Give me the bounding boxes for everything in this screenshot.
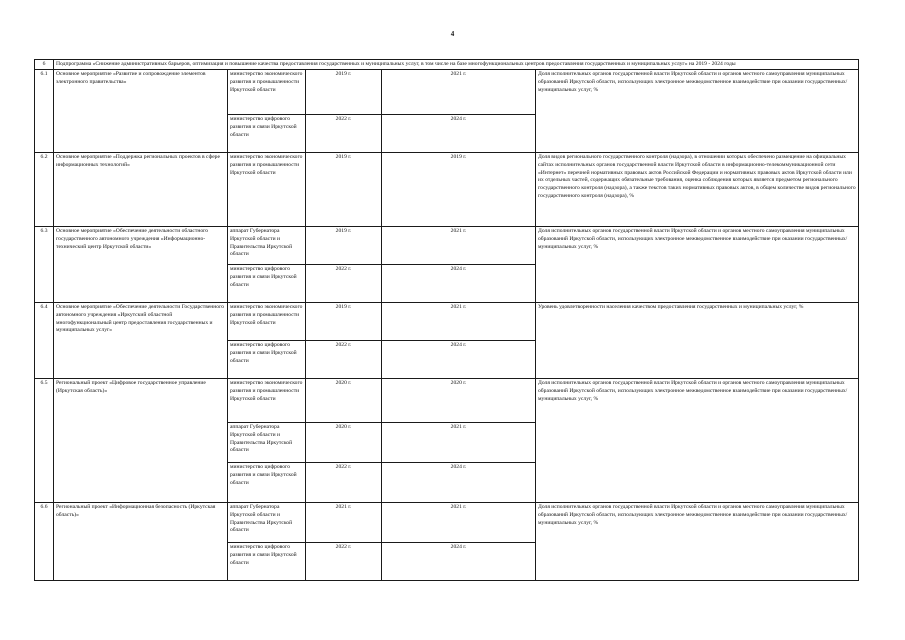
executor-cell: аппарат Губернатора Иркутской области и Правительства Иркутской области <box>228 227 306 265</box>
table-row <box>35 379 859 423</box>
event-name: Основное мероприятие «Развитие и сопровождение элементов электронного правительства» <box>54 70 228 153</box>
executor-cell: министерство цифрового развития и связи Иркутской области <box>228 463 306 503</box>
end-year: 2020 г. <box>382 379 536 423</box>
start-year: 2020 г. <box>306 423 382 463</box>
end-year: 2021 г. <box>382 503 536 543</box>
start-year: 2019 г. <box>306 70 382 115</box>
indicator-cell: Доля исполнительных органов государственной власти Иркутской области и органов местного самоуправления муниципальных образований Иркутской области, использующих электронное межведомственное взаимодействие при оказании государственных/муниципальных услуг, % <box>536 70 859 153</box>
executor-cell: министерство цифрового развития и связи Иркутской области <box>228 543 306 581</box>
end-year: 2019 г. <box>382 153 536 227</box>
start-year: 2022 г. <box>306 543 382 581</box>
start-year: 2019 г. <box>306 153 382 227</box>
executor-cell: аппарат Губернатора Иркутской области и Правительства Иркутской области <box>228 503 306 543</box>
subprogram-title: Подпрограмма «Снижение административных барьеров, оптимизация и повышение качества предоставления государственных и муниципальных услуг, в том числе на базе многофункциональных центров предоставления государственных и муниципальных услуг» на 2019 - 2024 годы <box>54 60 859 70</box>
executor-cell: министерство экономического развития и промышленности Иркутской области <box>228 153 306 227</box>
executor-cell: министерство цифрового развития и связи Иркутской области <box>228 341 306 379</box>
end-year: 2021 г. <box>382 423 536 463</box>
executor-cell: министерство экономического развития и промышленности Иркутской области <box>228 379 306 423</box>
executor-cell: аппарат Губернатора Иркутской области и Правительства Иркутской области <box>228 423 306 463</box>
row-number: 6.4 <box>35 303 54 379</box>
table-row <box>35 153 859 227</box>
indicator-cell: Уровень удовлетворенности населения качеством предоставления государственных и муниципальных услуг, % <box>536 303 859 379</box>
start-year: 2022 г. <box>306 265 382 303</box>
start-year: 2019 г. <box>306 303 382 341</box>
end-year: 2021 г. <box>382 227 536 265</box>
start-year: 2020 г. <box>306 379 382 423</box>
start-year: 2022 г. <box>306 463 382 503</box>
end-year: 2021 г. <box>382 70 536 115</box>
subprogram-header-row <box>35 60 859 70</box>
row-number: 6.1 <box>35 70 54 153</box>
end-year: 2024 г. <box>382 543 536 581</box>
start-year: 2019 г. <box>306 227 382 265</box>
event-name: Основное мероприятие «Поддержка региональных проектов в сфере информационных технологий» <box>54 153 228 227</box>
end-year: 2024 г. <box>382 115 536 153</box>
start-year: 2021 г. <box>306 503 382 543</box>
page-number: 4 <box>450 30 455 38</box>
start-year: 2022 г. <box>306 115 382 153</box>
executor-cell: министерство цифрового развития и связи Иркутской области <box>228 115 306 153</box>
subprogram-number: 6 <box>35 60 54 70</box>
start-year: 2022 г. <box>306 341 382 379</box>
event-name: Основное мероприятие «Обеспечение деятельности Государственного автономного учреждения «Иркутский областной многофункциональный центр предоставления государственных и муниципальных услуг» <box>54 303 228 379</box>
table-row <box>35 227 859 265</box>
executor-cell: министерство экономического развития и промышленности Иркутской области <box>228 303 306 341</box>
row-number: 6.6 <box>35 503 54 581</box>
row-number: 6.3 <box>35 227 54 303</box>
event-name: Региональный проект «Цифровое государственное управление (Иркутская область)» <box>54 379 228 503</box>
row-number: 6.2 <box>35 153 54 227</box>
end-year: 2024 г. <box>382 463 536 503</box>
indicator-cell: Доля исполнительных органов государственной власти Иркутской области и органов местного самоуправления муниципальных образований Иркутской области, использующих электронное межведомственное взаимодействие при оказании государственных/муниципальных услуг, % <box>536 503 859 581</box>
indicator-cell: Доля исполнительных органов государственной власти Иркутской области и органов местного самоуправления муниципальных образований Иркутской области, использующих электронное межведомственное взаимодействие при оказании государственных/муниципальных услуг, % <box>536 379 859 503</box>
event-name: Основное мероприятие «Обеспечение деятельности областного государственного автономного учреждения «Информационно-технический центр Иркутской области» <box>54 227 228 303</box>
end-year: 2024 г. <box>382 341 536 379</box>
table-row <box>35 503 859 543</box>
indicator-cell: Доля исполнительных органов государственной власти Иркутской области и органов местного самоуправления муниципальных образований Иркутской области, использующих электронное межведомственное взаимодействие при оказании государственных/муниципальных услуг, % <box>536 227 859 303</box>
end-year: 2024 г. <box>382 265 536 303</box>
row-number: 6.5 <box>35 379 54 503</box>
executor-cell: министерство экономического развития и промышленности Иркутской области <box>228 70 306 115</box>
table-row <box>35 303 859 341</box>
table-body <box>35 60 859 581</box>
end-year: 2021 г. <box>382 303 536 341</box>
indicator-cell: Доля видов регионального государственного контроля (надзора), в отношении которых обеспечено размещение на официальных сайтах исполнительных органов государственной власти Иркутской области в информационно-телекоммуникационной сети «Интернет» перечней нормативных правовых актов Российской Федерации и нормативных правовых актов Иркутской области или их отдельных частей, содержащих обязательные требования, оценка соблюдения которых является предметом регионального государственного контроля (надзора), а также текстов таких нормативных правовых актов, в общем количестве видов регионального государственного контроля (надзора), % <box>536 153 859 227</box>
executor-cell: министерство цифрового развития и связи Иркутской области <box>228 265 306 303</box>
table-row <box>35 70 859 115</box>
event-name: Региональный проект «Информационная безопасность (Иркутская область)» <box>54 503 228 581</box>
program-table <box>34 59 859 581</box>
